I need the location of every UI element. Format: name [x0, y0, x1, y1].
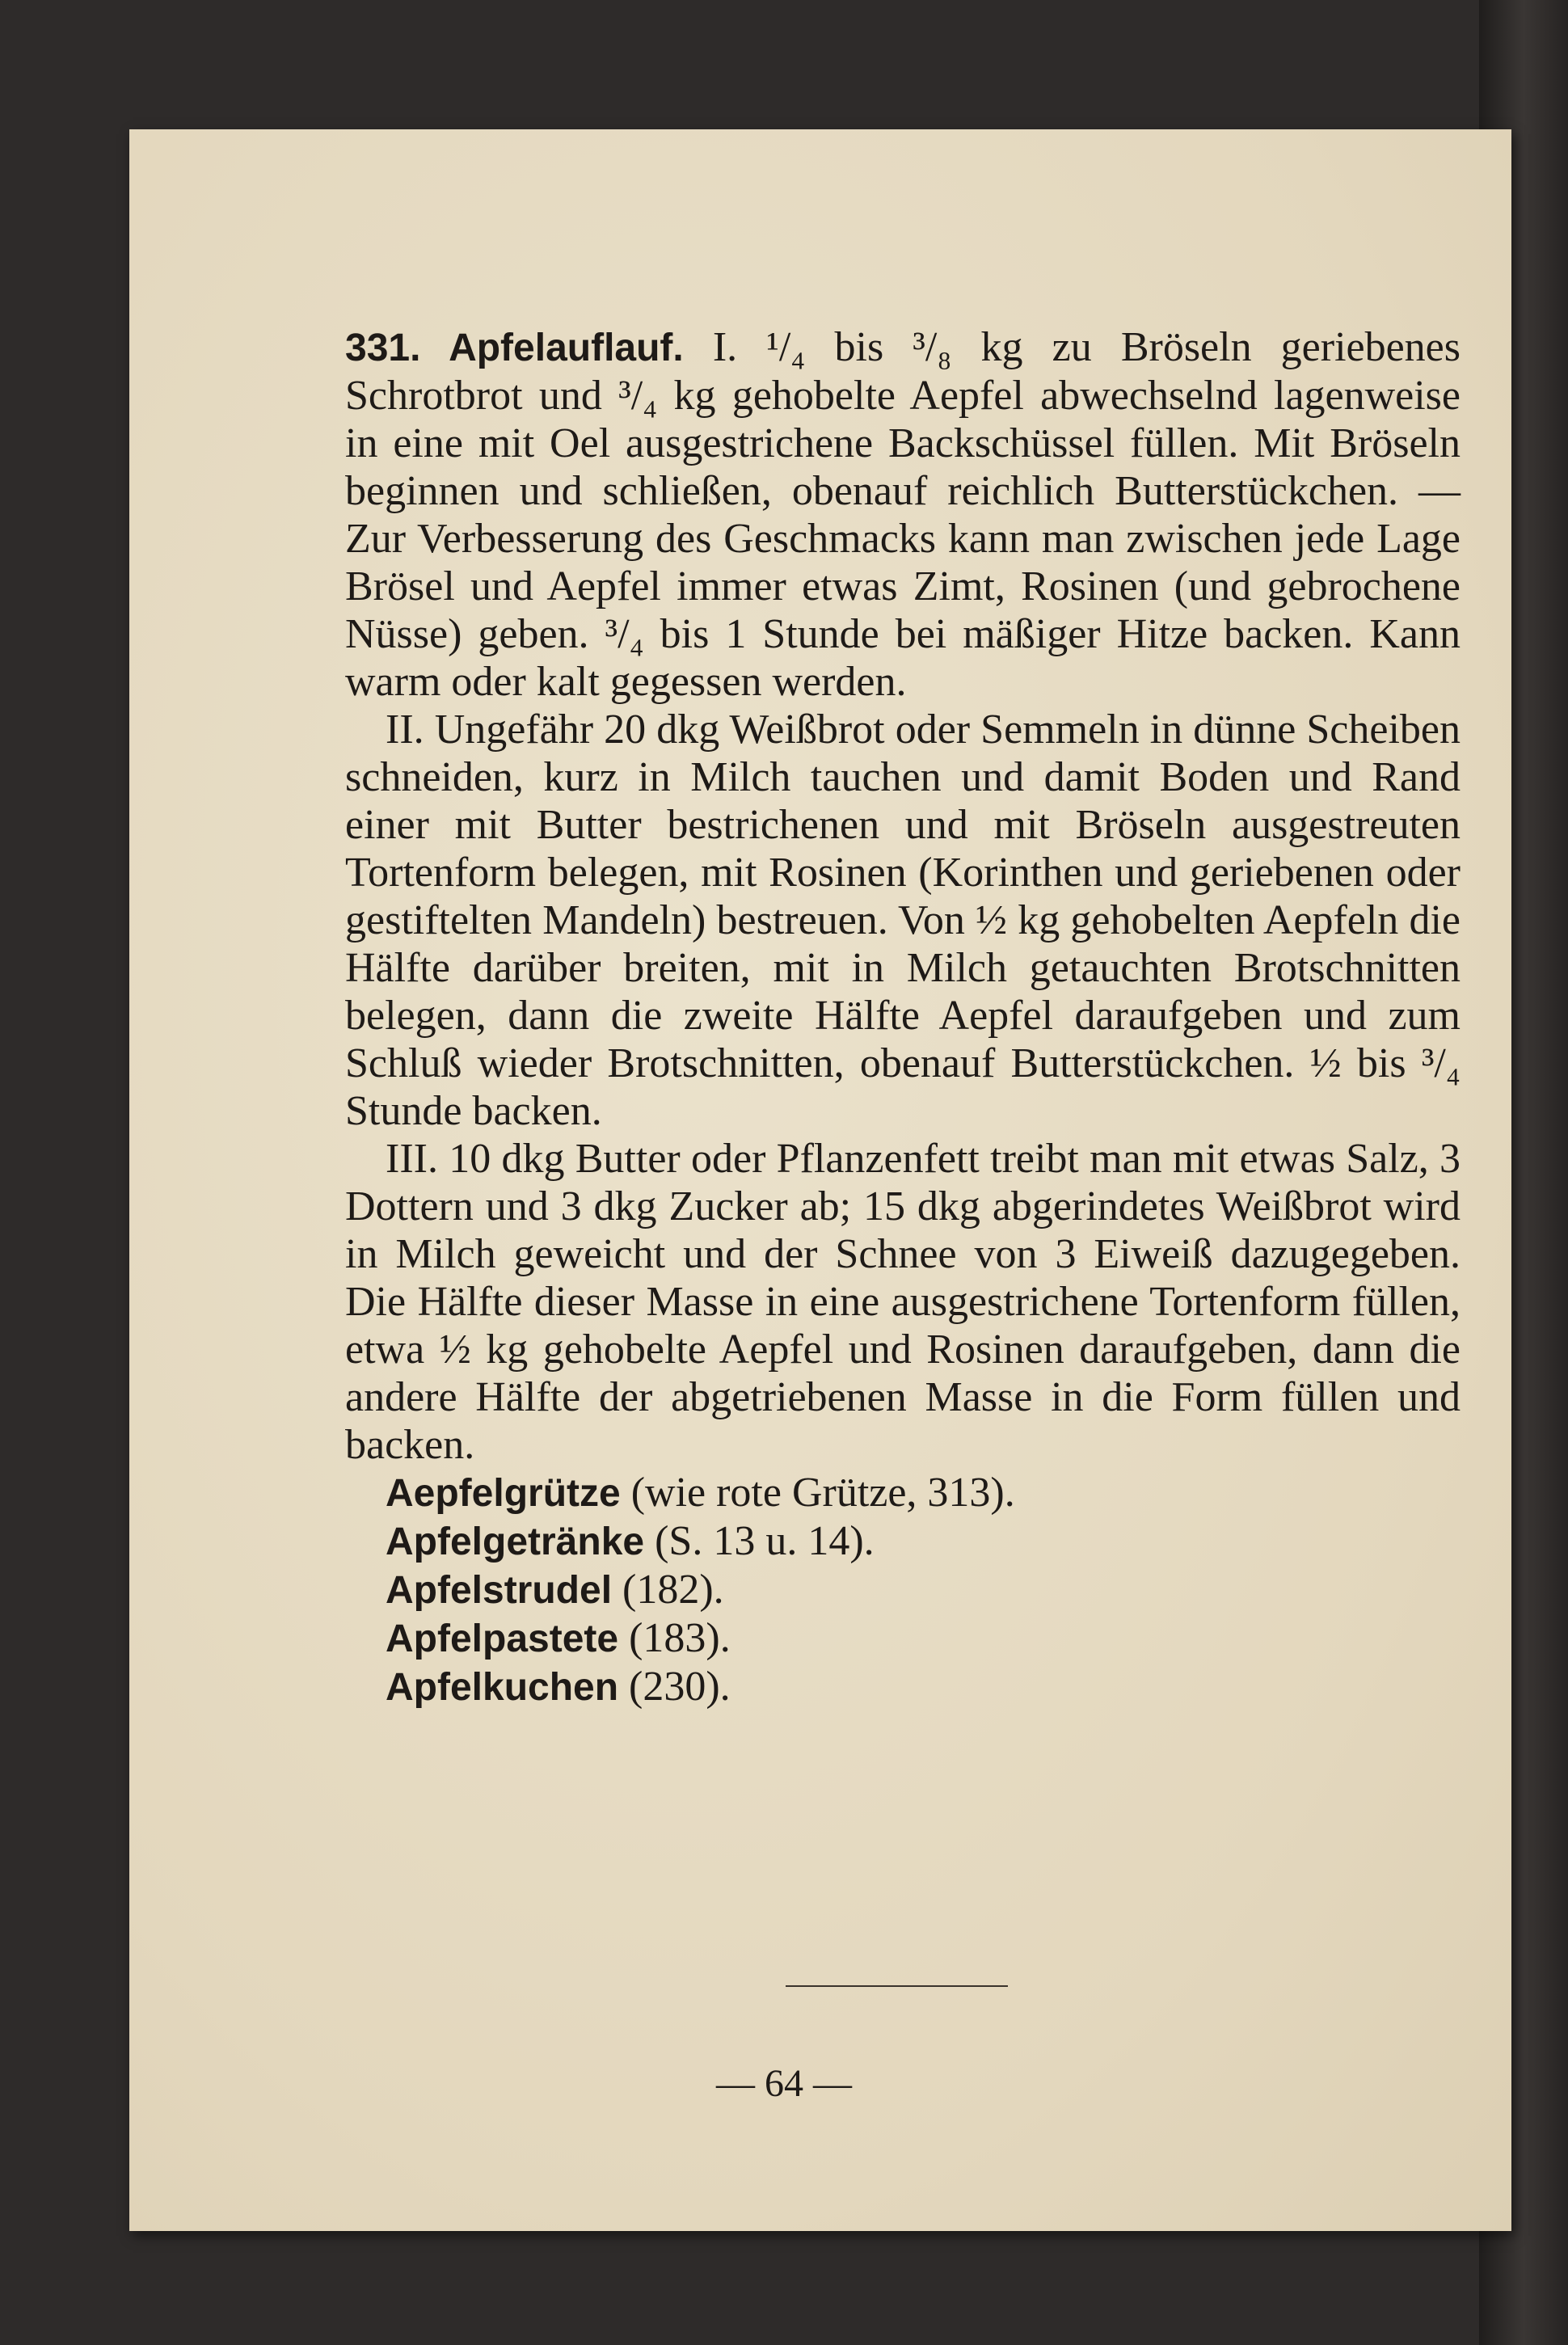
- page-text: [345, 323, 1461, 1711]
- cross-reference-target: (wie rote Grütze, 313).: [630, 1470, 1015, 1516]
- cross-reference-term: Apfelpastete: [386, 1617, 619, 1660]
- recipe-heading: 331. Apfelauflauf.: [345, 327, 684, 369]
- cross-reference-target: (182).: [622, 1567, 724, 1613]
- cross-reference-target: (S. 13 u. 14).: [655, 1518, 875, 1564]
- cross-reference-term: Aepfelgrütze: [386, 1472, 621, 1515]
- cross-reference-term: Apfelkuchen: [386, 1666, 619, 1709]
- footer-rule: [786, 1985, 1008, 1987]
- cross-reference: [345, 1517, 1461, 1566]
- cross-reference: [345, 1566, 1461, 1614]
- cross-reference: [345, 1614, 1461, 1663]
- page-number: — 64 —: [716, 2062, 852, 2105]
- cross-reference-target: (183).: [629, 1615, 731, 1661]
- recipe-part-2: II. Ungefähr 20 dkg Weißbrot oder Semmeln in dünne Scheiben schneiden, kurz in Milch tauchen und damit Boden und Rand einer mit Butter bestrichenen und mit Bröseln ausgestreuten Tortenform belegen, mit Rosinen (Korinthen und geriebenen oder gestiftelten Mandeln) bestreuen. Von ½ kg gehobelten Aepfeln die Hälfte darüber breiten, mit in Milch getauchten Brotschnitten belegen, dann die zweite Hälfte Aepfel daraufgeben und zum Schluß wieder Brotschnitten, obenauf Butterstückchen. ½ bis ³/₄ Stunde backen.: [345, 706, 1461, 1134]
- cross-reference: [345, 1469, 1461, 1517]
- recipe-part-1: [345, 323, 1461, 706]
- recipe-part-3: III. 10 dkg Butter oder Pflanzenfett treibt man mit etwas Salz, 3 Dottern und 3 dkg Zucker ab; 15 dkg abgerindetes Weißbrot wird in Milch geweicht und der Schnee von 3 Eiweiß dazugegeben. Die Hälfte dieser Masse in eine ausgestrichene Tortenform füllen, etwa ½ kg gehobelte Aepfel und Rosinen daraufgeben, dann die andere Hälfte der abgetriebenen Masse in die Form füllen und backen.: [345, 1136, 1461, 1468]
- cross-reference: [345, 1663, 1461, 1711]
- recipe-part-1-text: I. ¹/₄ bis ³/₈ kg zu Bröseln geriebenes Schrotbrot und ³/₄ kg gehobelte Aepfel abwechselnd lagenweise in eine mit Oel ausgestrichene Backschüssel füllen. Mit Bröseln beginnen und schließen, obenauf reichlich Butterstückchen. — Zur Verbesserung des Geschmacks kann man zwischen jede Lage Brösel und Aepfel immer etwas Zimt, Rosinen (und gebrochene Nüsse) geben. ³/₄ bis 1 Stunde bei mäßiger Hitze backen. Kann warm oder kalt gegessen werden.: [345, 324, 1461, 705]
- cross-reference-target: (230).: [629, 1664, 731, 1710]
- cross-reference-term: Apfelstrudel: [386, 1569, 613, 1612]
- cross-reference-term: Apfelgetränke: [386, 1520, 645, 1563]
